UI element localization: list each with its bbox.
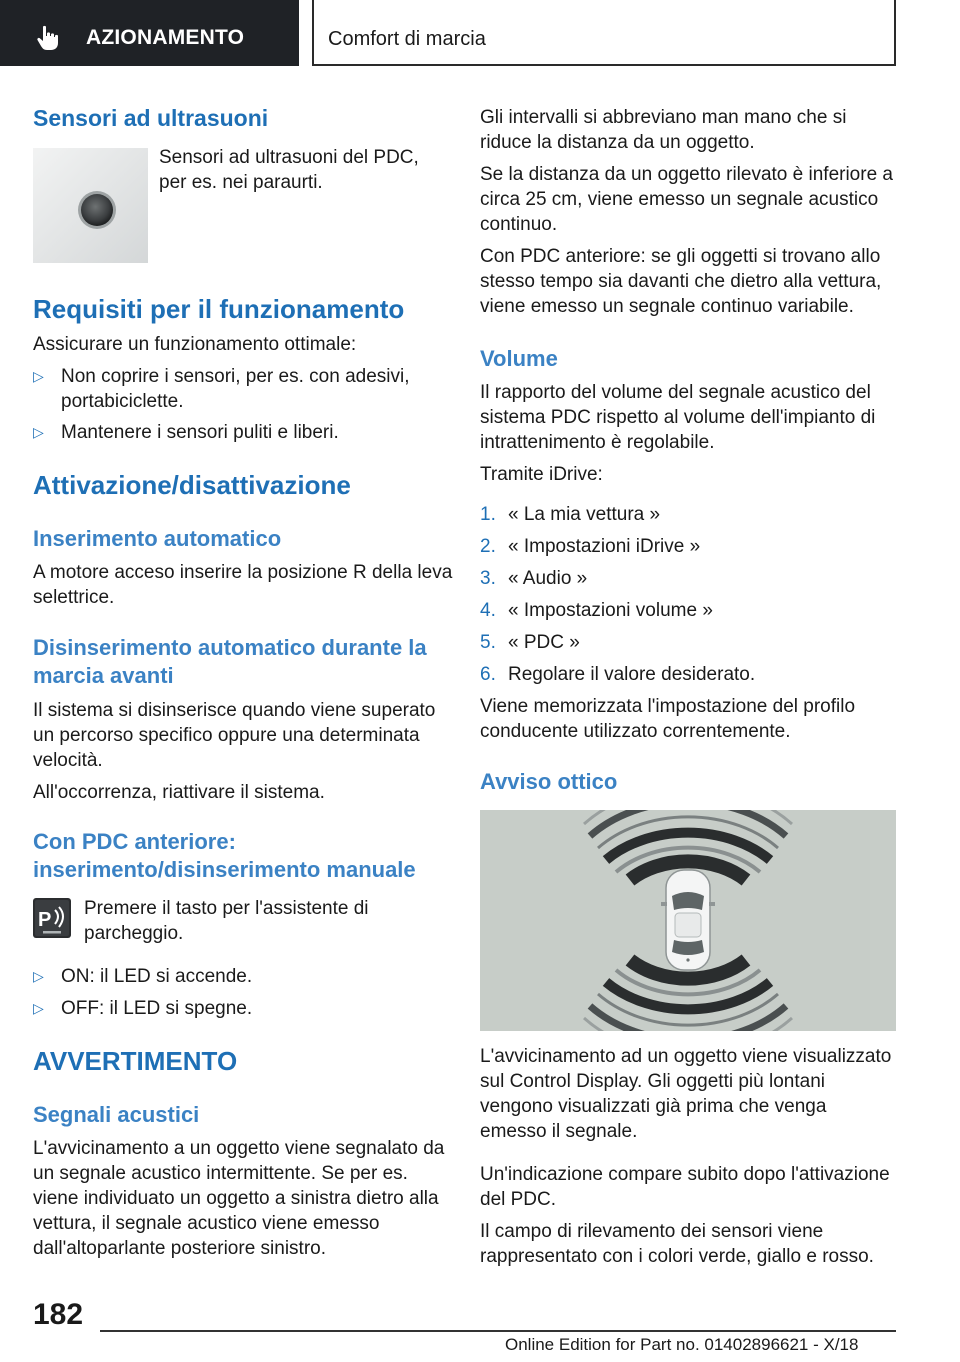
activation-heading: Attivazione/disattivazione xyxy=(33,470,351,500)
auto-on-text: A motore acceso inserire la posizione R della leva selettrice. xyxy=(33,562,453,608)
auto-on-heading: Inserimento automatico xyxy=(33,526,282,551)
parking-assistant-button-icon xyxy=(33,898,71,938)
header-section-title: AZIONAMENTO xyxy=(86,26,245,49)
triangle-bullet-icon: ▷ xyxy=(33,424,44,440)
warning-heading: AVVERTIMENTO xyxy=(33,1046,238,1076)
optical-heading: Avviso ottico xyxy=(480,769,618,794)
triangle-bullet-icon: ▷ xyxy=(33,968,44,984)
header-section-tab xyxy=(0,0,299,66)
page-number: 182 xyxy=(33,1298,84,1331)
edition-text: Online Edition for Part no. 01402896621 - X/18 xyxy=(505,1335,859,1354)
ultrasonic-sensor-image xyxy=(33,148,148,263)
front-pdc-text: Con PDC anteriore: se gli oggetti si trovano allo stesso tempo sia davanti che dietro alla vettura, viene emesso un segnale continuo variabile. xyxy=(480,246,882,317)
volume-text: Il rapporto del volume del segnale acustico del sistema PDC rispetto al volume dell'impianto di intrattenimento è regolabile. xyxy=(480,382,876,453)
header-chapter-title: Comfort di marcia xyxy=(328,28,486,50)
auto-off-text: Il sistema si disinserisce quando viene superato un percorso specifico oppure una determinata velocità. xyxy=(33,700,436,771)
optical-text: L'avvicinamento ad un oggetto viene visualizzato sul Control Display. Gli oggetti più lontani vengono visualizzati già prima che venga emesso il segnale. xyxy=(480,1046,892,1142)
requirements-intro: Assicurare un funzionamento ottimale: xyxy=(33,334,357,355)
acoustic-heading: Segnali acustici xyxy=(33,1102,200,1127)
footer-divider xyxy=(100,1330,896,1332)
requirements-heading: Requisiti per il funzionamento xyxy=(33,294,405,324)
acoustic-text: L'avvicinamento a un oggetto viene segnalato da un segnale acustico intermittente. Se per es. viene individuato un oggetto a sinistra dietro alla vettura, il segnale acustico viene emesso dall'altoparlante posteriore sinistro. xyxy=(33,1138,445,1259)
sensors-heading: Sensori ad ultrasuoni xyxy=(33,105,269,131)
manual-caption: Premere il tasto per l'assistente di parcheggio. xyxy=(84,898,369,944)
pdc-display-image xyxy=(480,810,896,1031)
auto-off-heading: Disinserimento automatico durante la marcia avanti xyxy=(33,635,427,688)
optical-text-3: Il campo di rilevamento dei sensori viene rappresentato con i colori verde, giallo e rosso. xyxy=(480,1221,874,1267)
svg-text:P: P xyxy=(38,909,52,931)
sensors-caption: Sensori ad ultrasuoni del PDC, per es. nei paraurti. xyxy=(159,147,419,193)
auto-off-text-2: All'occorrenza, riattivare il sistema. xyxy=(33,782,325,803)
saved-profile-text: Viene memorizzata l'impostazione del profilo conducente utilizzato correntemente. xyxy=(480,696,856,742)
header-chapter-box xyxy=(312,0,896,66)
continuous-signal-text: Se la distanza da un oggetto rilevato è inferiore a circa 25 cm, viene emesso un segnale acustico continuo. xyxy=(480,164,893,235)
manual-heading: Con PDC anteriore: inserimento/disinserimento manuale xyxy=(33,829,416,882)
optical-text-2: Un'indicazione compare subito dopo l'attivazione del PDC. xyxy=(480,1164,890,1210)
pointing-hand-icon xyxy=(34,24,62,52)
idrive-intro: Tramite iDrive: xyxy=(480,464,603,485)
intervals-text: Gli intervalli si abbreviano man mano che si riduce la distanza da un oggetto. xyxy=(480,107,847,153)
volume-heading: Volume xyxy=(480,346,558,371)
triangle-bullet-icon: ▷ xyxy=(33,368,44,384)
car-top-view-icon xyxy=(661,870,715,970)
triangle-bullet-icon: ▷ xyxy=(33,1000,44,1016)
